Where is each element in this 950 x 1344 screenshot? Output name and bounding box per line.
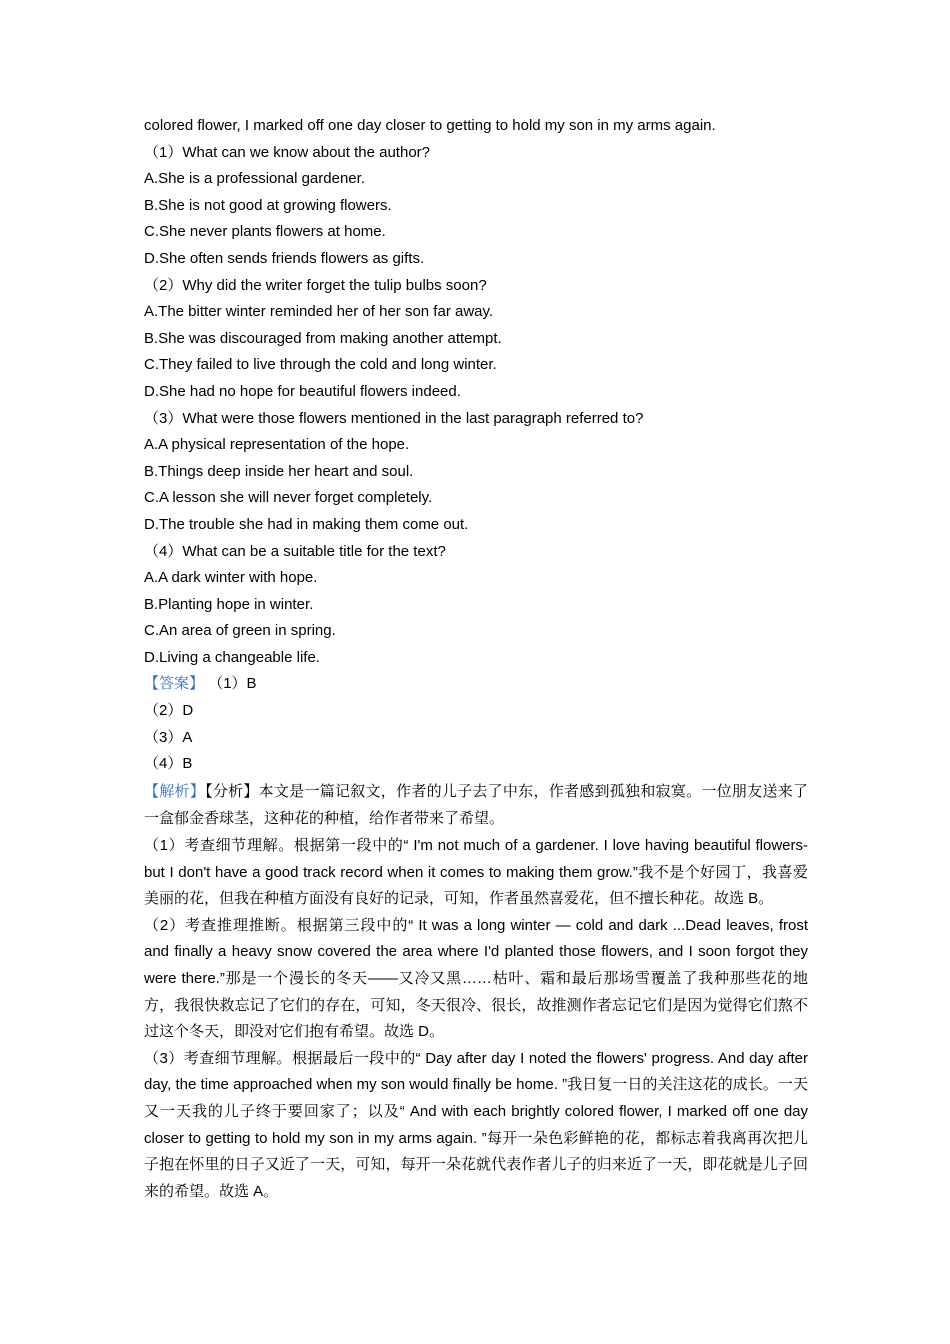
question-stem: （1）What can we know about the author? xyxy=(144,143,430,161)
option-b: B.Planting hope in winter. xyxy=(144,595,314,613)
option-b: B.She was discouraged from making another attempt. xyxy=(144,329,502,347)
option-d: D.Living a changeable life. xyxy=(144,648,320,666)
question-4 xyxy=(144,539,808,672)
option-c: C.She never plants flowers at home. xyxy=(144,223,386,241)
option-d: D.She often sends friends flowers as gifts. xyxy=(144,249,425,267)
option-c: C.A lesson she will never forget completely. xyxy=(144,489,433,507)
option-a: A.The bitter winter reminded her of her son far away. xyxy=(144,303,494,321)
option-a: A.A physical representation of the hope. xyxy=(144,436,410,454)
analysis-tag: 【解析】 xyxy=(144,782,206,800)
analysis-summary-text: 【分析】本文是一篇记叙文，作者的儿子去了中东，作者感到孤独和寂寞。一位朋友送来了一盒郁金香球茎，这种花的种植，给作者带来了希望。 xyxy=(144,781,808,828)
option-c: C.They failed to live through the cold and long winter. xyxy=(144,356,497,374)
analysis-point-1: （1）考查细节理解。根据第一段中的“ I'm not much of a gardener. I love having beautiful flowers-but I don't have a good track record when it comes to making them grow.”我不是个好园丁，我喜爱美丽的花，但我在种植方面没有良好的记录，可知，作者虽然喜爱花，但不擅长种花。故选 B。 xyxy=(144,837,808,908)
answer-3: （3）A xyxy=(144,728,193,746)
answer-section xyxy=(144,671,808,777)
question-stem: （2）Why did the writer forget the tulip bulbs soon? xyxy=(144,276,487,294)
question-stem: （4）What can be a suitable title for the text? xyxy=(144,542,446,560)
analysis-point-2: （2）考查推理推断。根据第三段中的“ It was a long winter — cold and dark ...Dead leaves, frost and finally a heavy snow covered the area where I'd planted those flowers, and I soon forgot they were there.”那是一个漫长的冬天——又冷又黑……枯叶、霜和最后那场雪覆盖了我种那些花的地方，我很快救忘记了它们的存在，可知，冬天很冷、很长，故推测作者忘记它们是因为觉得它们熬不过这个冬天，即没对它们抱有希望。故选 D。 xyxy=(144,916,808,1041)
option-d: D.She had no hope for beautiful flowers indeed. xyxy=(144,382,461,400)
question-1 xyxy=(144,140,808,273)
question-3 xyxy=(144,406,808,539)
option-a: A.She is a professional gardener. xyxy=(144,170,365,188)
option-a: A.A dark winter with hope. xyxy=(144,569,318,587)
answer-line-1 xyxy=(144,671,808,698)
question-stem: （3）What were those flowers mentioned in the last paragraph referred to? xyxy=(144,409,644,427)
question-2 xyxy=(144,273,808,406)
option-b: B.Things deep inside her heart and soul. xyxy=(144,462,414,480)
option-c: C.An area of green in spring. xyxy=(144,622,336,640)
answer-tag: 【答案】 xyxy=(144,675,205,693)
answer-2: （2）D xyxy=(144,702,194,720)
analysis-section xyxy=(144,778,808,1206)
analysis-summary xyxy=(144,778,808,833)
intro-line: colored flower, I marked off one day closer to getting to hold my son in my arms again. xyxy=(144,117,716,134)
answer-4: （4）B xyxy=(144,755,193,773)
document-page xyxy=(144,113,808,1205)
analysis-point-3: （3）考查细节理解。根据最后一段中的“ Day after day I noted the flowers' progress. And day after day, the time approached when my son would finally be home. ”我日复一日的关注这花的成长。一天又一天我的儿子终于要回家了；以及“ And with each brightly colored flower, I marked off one day closer to getting to hold my son in my arms again. ”每开一朵色彩鲜艳的花，都标志着我离再次把儿子抱在怀里的日子又近了一天，可知，每开一朵花就代表作者儿子的归来近了一天，即花就是儿子回来的希望。故选 A。 xyxy=(144,1049,808,1200)
option-d: D.The trouble she had in making them come out. xyxy=(144,515,469,533)
option-b: B.She is not good at growing flowers. xyxy=(144,196,392,214)
answer-1: （1）B xyxy=(208,675,257,693)
